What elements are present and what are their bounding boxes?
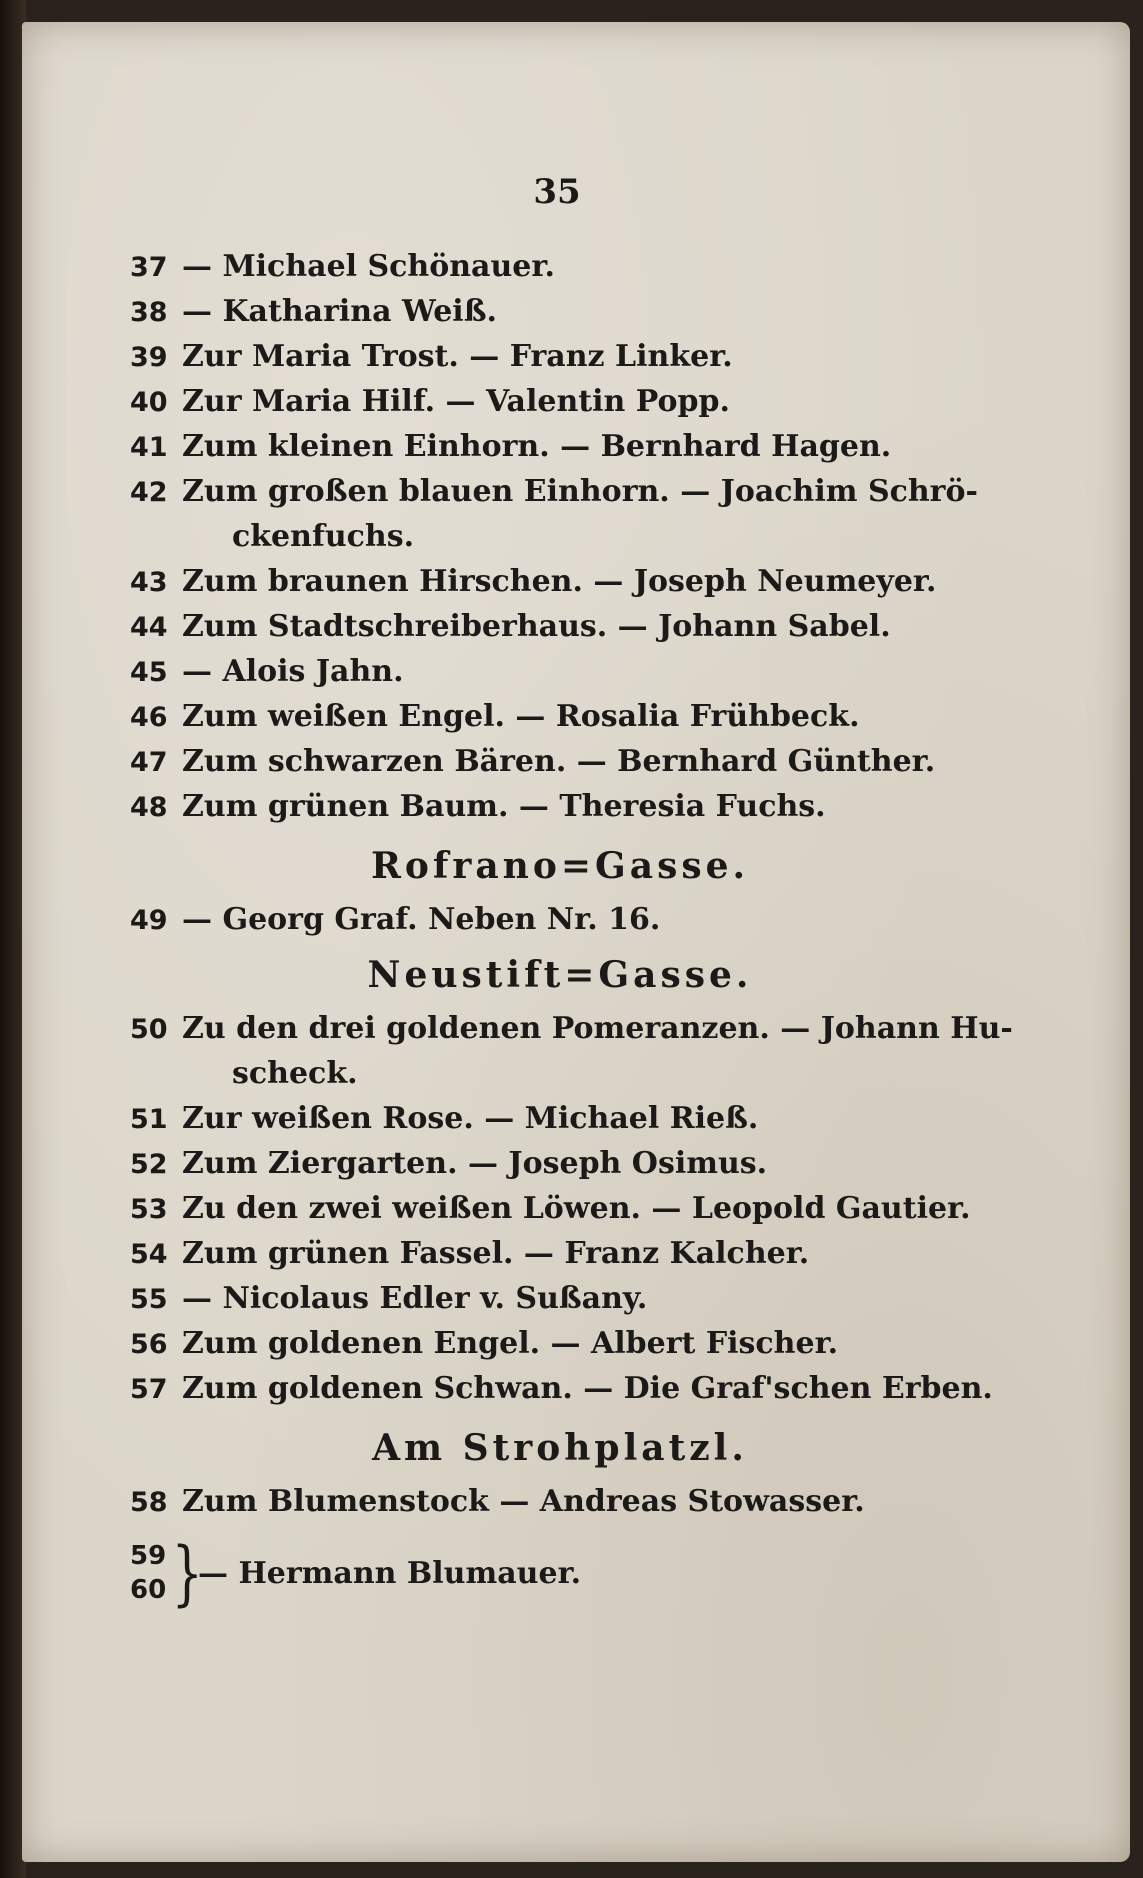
house-number: 44 (130, 612, 168, 643)
list-item (130, 559, 1030, 604)
list-item-continuation (130, 1051, 1030, 1096)
house-number: 38 (130, 297, 168, 328)
house-number: 47 (130, 747, 168, 778)
list-item (130, 379, 1030, 424)
list-item (130, 784, 1030, 829)
list-item (130, 334, 1030, 379)
entry-text: Zur Maria Hilf. — Valentin Popp. (182, 384, 730, 419)
house-number: 46 (130, 702, 168, 733)
house-number: 49 (130, 905, 168, 936)
address-list (130, 244, 1030, 1618)
entry-text: Zum goldenen Engel. — Albert Fischer. (182, 1326, 839, 1361)
entry-text: Zum Blumenstock — Andreas Stowasser. (182, 1484, 865, 1519)
list-item-braced (130, 1528, 1030, 1618)
house-number: 58 (130, 1487, 168, 1518)
house-number-pair (130, 1539, 168, 1607)
list-item (130, 469, 1030, 514)
house-number: 43 (130, 567, 168, 598)
house-number: 59 (130, 1541, 167, 1571)
house-number: 55 (130, 1284, 168, 1315)
list-item (130, 1479, 1030, 1524)
entry-text: Zum Ziergarten. — Joseph Osimus. (182, 1146, 768, 1181)
house-number: 51 (130, 1104, 168, 1135)
house-number: 42 (130, 477, 168, 508)
entry-text: — Nicolaus Edler v. Sußany. (182, 1281, 648, 1316)
list-item (130, 244, 1030, 289)
house-number: 39 (130, 342, 168, 373)
entry-text: Zum Stadtschreiberhaus. — Johann Sabel. (182, 609, 891, 644)
entry-text: Zum goldenen Schwan. — Die Graf'schen Erben. (182, 1371, 993, 1406)
entry-text: Zum braunen Hirschen. — Joseph Neumeyer. (182, 564, 937, 599)
section-heading-neustift: Neustift=Gasse. (367, 954, 753, 996)
section-heading-strohplatzl: Am Strohplatzl. (372, 1427, 748, 1469)
list-item (130, 1321, 1030, 1366)
list-item (130, 1366, 1030, 1411)
list-item (130, 1096, 1030, 1141)
list-item (130, 604, 1030, 649)
house-number: 41 (130, 432, 168, 463)
list-item (130, 424, 1030, 469)
list-item (130, 694, 1030, 739)
curly-brace-icon: } (171, 1532, 203, 1614)
house-number: 48 (130, 792, 168, 823)
list-item (130, 1006, 1030, 1051)
entry-text: Zu den drei goldenen Pomeranzen. — Johann Hu- (182, 1011, 1013, 1046)
list-item (130, 1186, 1030, 1231)
entry-text: Zum großen blauen Einhorn. — Joachim Schrö- (182, 474, 978, 509)
entry-text: Zum schwarzen Bären. — Bernhard Günther. (182, 744, 936, 779)
house-number: 60 (130, 1575, 167, 1605)
list-item (130, 1276, 1030, 1321)
entry-text: Zu den zwei weißen Löwen. — Leopold Gautier. (182, 1191, 971, 1226)
entry-text: Zum grünen Fassel. — Franz Kalcher. (182, 1236, 810, 1271)
list-item (130, 739, 1030, 784)
list-item (130, 1141, 1030, 1186)
house-number: 57 (130, 1374, 168, 1405)
house-number: 37 (130, 252, 168, 283)
house-number: 40 (130, 387, 168, 418)
page-number: 35 (533, 172, 581, 212)
entry-text: — Alois Jahn. (182, 654, 404, 689)
entry-text: ckenfuchs. (232, 519, 415, 554)
entry-text: scheck. (232, 1056, 358, 1091)
house-number: 54 (130, 1239, 168, 1270)
house-number: 50 (130, 1014, 168, 1045)
list-item (130, 897, 1030, 942)
list-item (130, 1231, 1030, 1276)
list-item (130, 649, 1030, 694)
entry-text: — Michael Schönauer. (182, 249, 555, 284)
entry-text: Zur weißen Rose. — Michael Rieß. (182, 1101, 759, 1136)
book-page (22, 22, 1130, 1862)
list-item-continuation (130, 514, 1030, 559)
section-heading-rofrano: Rofrano=Gasse. (370, 845, 750, 887)
entry-text: Zum kleinen Einhorn. — Bernhard Hagen. (182, 429, 892, 464)
house-number: 53 (130, 1194, 168, 1225)
house-number: 52 (130, 1149, 168, 1180)
entry-text: Zum weißen Engel. — Rosalia Frühbeck. (182, 699, 860, 734)
house-number: 45 (130, 657, 168, 688)
list-item (130, 289, 1030, 334)
entry-text: Zur Maria Trost. — Franz Linker. (182, 339, 733, 374)
house-number: 56 (130, 1329, 168, 1360)
entry-text: — Katharina Weiß. (182, 294, 497, 329)
entry-text: Zum grünen Baum. — Theresia Fuchs. (182, 789, 826, 824)
entry-text: — Hermann Blumauer. (198, 1555, 582, 1591)
entry-text: — Georg Graf. Neben Nr. 16. (182, 902, 661, 937)
